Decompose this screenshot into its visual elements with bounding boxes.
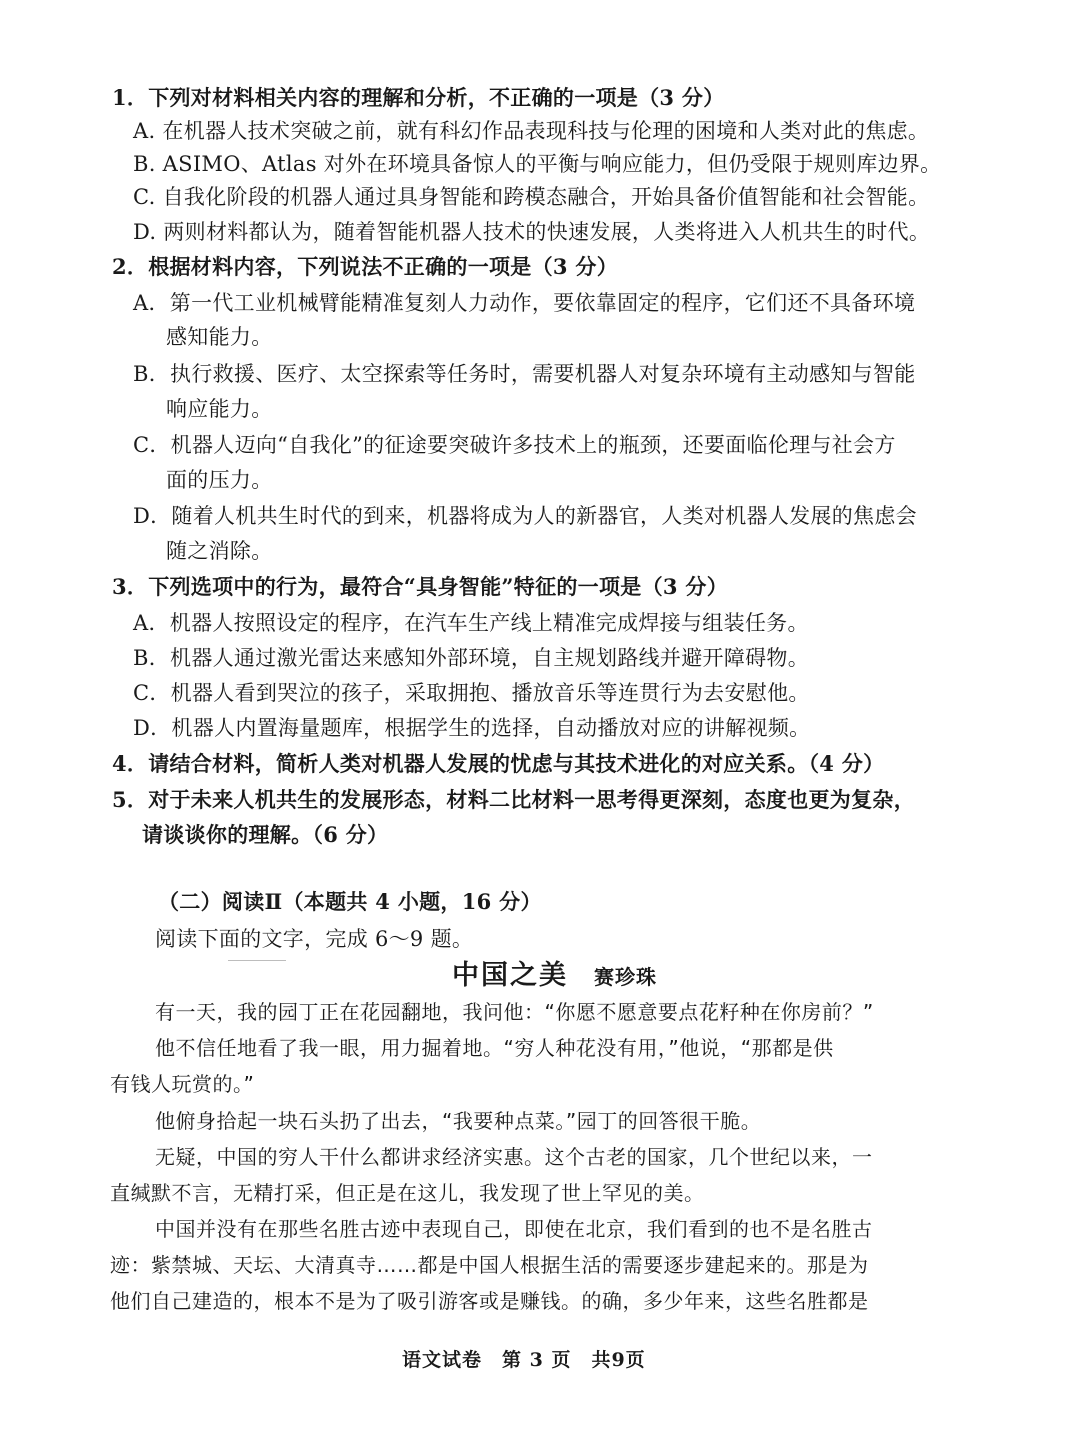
q3-option-a: A．机器人按照设定的程序，在汽车生产线上精准完成焊接与组装任务。 [133, 611, 809, 635]
q1-option-c: C. 自我化阶段的机器人通过具身智能和跨模态融合，开始具备价值智能和社会智能。 [133, 185, 930, 209]
q2-stem: 2．根据材料内容，下列说法不正确的一项是（3 分） [112, 254, 619, 279]
article-heading [452, 958, 657, 995]
q2-option-a-cont: 感知能力。 [166, 325, 273, 349]
article-paragraph-line: 他不信任地看了我一眼，用力掘着地。“穷人种花没有用，”他说，“那都是供 [155, 1036, 834, 1060]
q3-option-c: C．机器人看到哭泣的孩子，采取拥抱、播放音乐等连贯行为去安慰他。 [133, 681, 810, 705]
q2-option-b: B．执行救援、医疗、太空探索等任务时，需要机器人对复杂环境有主动感知与智能 [133, 362, 916, 386]
q2-option-c: C．机器人迈向“自我化”的征途要突破许多技术上的瓶颈，还要面临伦理与社会方 [133, 433, 896, 457]
scan-mark [228, 960, 286, 961]
article-paragraph-line: 有钱人玩赏的。” [110, 1072, 255, 1096]
q1-stem: 1．下列对材料相关内容的理解和分析，不正确的一项是（3 分） [112, 85, 725, 110]
q1-option-d: D. 两则材料都认为，随着智能机器人技术的快速发展，人类将进入人机共生的时代。 [133, 220, 931, 244]
q2-option-a: A．第一代工业机械臂能精准复刻人力动作，要依靠固定的程序，它们还不具备环境 [133, 291, 916, 315]
q3-option-d: D．机器人内置海量题库，根据学生的选择，自动播放对应的讲解视频。 [133, 716, 811, 740]
q4-stem: 4．请结合材料，简析人类对机器人发展的忧虑与其技术进化的对应关系。（4 分） [112, 751, 885, 776]
q2-option-d: D．随着人机共生时代的到来，机器将成为人的新器官，人类对机器人发展的焦虑会 [133, 504, 917, 528]
article-paragraph-line: 有一天，我的园丁正在花园翻地，我问他：“你愿不愿意要点花籽种在你房前？” [155, 1000, 874, 1024]
q5-stem-cont: 请谈谈你的理解。（6 分） [142, 822, 389, 847]
section-heading: （二）阅读Ⅱ（本题共 4 小题，16 分） [158, 889, 542, 914]
article-author: 赛珍珠 [594, 965, 657, 989]
q1-option-a: A. 在机器人技术突破之前，就有科幻作品表现科技与伦理的困境和人类对此的焦虑。 [133, 119, 930, 143]
article-paragraph-line: 直缄默不言，无精打采，但正是在这儿，我发现了世上罕见的美。 [110, 1181, 705, 1205]
q2-option-b-cont: 响应能力。 [166, 397, 273, 421]
article-paragraph-line: 他们自己建造的，根本不是为了吸引游客或是赚钱。的确，多少年来，这些名胜都是 [110, 1289, 869, 1313]
article-paragraph-line: 中国并没有在那些名胜古迹中表现自己，即使在北京，我们看到的也不是名胜古 [155, 1217, 873, 1241]
article-paragraph-line: 无疑，中国的穷人干什么都讲求经济实惠。这个古老的国家，几个世纪以来，一 [155, 1145, 873, 1169]
section-instruction: 阅读下面的文字，完成 6～9 题。 [155, 927, 474, 951]
article-paragraph-line: 迹：紫禁城、天坛、大清真寺……都是中国人根据生活的需要逐步建起来的。那是为 [110, 1253, 869, 1277]
q2-option-d-cont: 随之消除。 [166, 539, 273, 563]
q2-option-c-cont: 面的压力。 [166, 468, 273, 492]
q3-stem: 3．下列选项中的行为，最符合“具身智能”特征的一项是（3 分） [112, 574, 728, 599]
article-title: 中国之美 [452, 960, 568, 991]
article-paragraph-line: 他俯身拾起一块石头扔了出去，“我要种点菜。”园丁的回答很干脆。 [155, 1109, 762, 1133]
page-footer: 语文试卷 第 3 页 共9页 [402, 1349, 646, 1371]
q1-option-b: B. ASIMO、Atlas 对外在环境具备惊人的平衡与响应能力，但仍受限于规则库边界。 [133, 152, 942, 176]
q5-stem: 5．对于未来人机共生的发展形态，材料二比材料一思考得更深刻，态度也更为复杂， [112, 787, 916, 812]
q3-option-b: B．机器人通过激光雷达来感知外部环境，自主规划路线并避开障碍物。 [133, 646, 810, 670]
